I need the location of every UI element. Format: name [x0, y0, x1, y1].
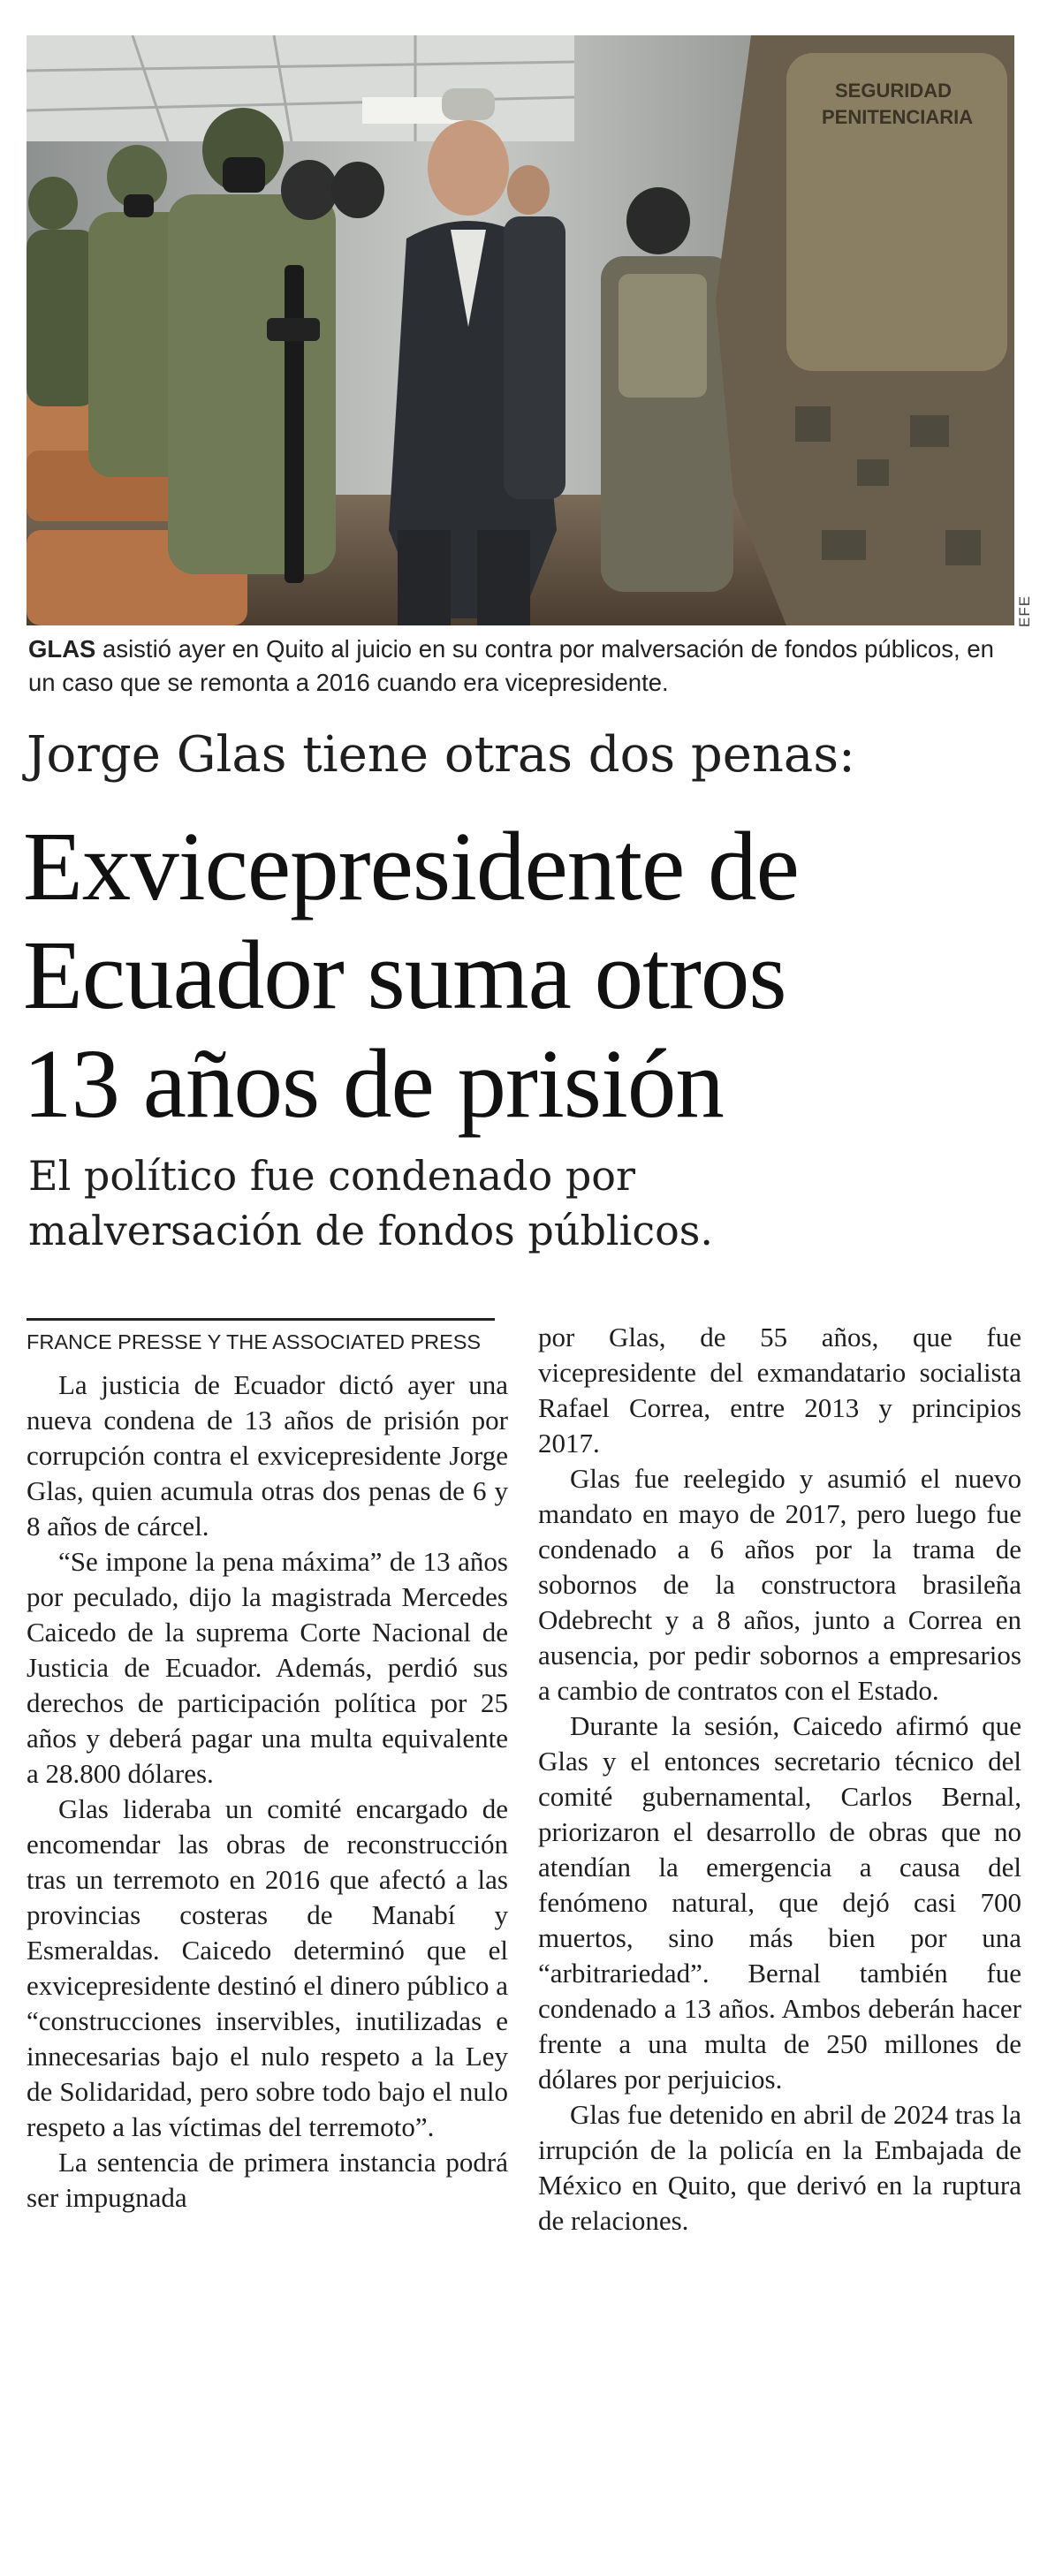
- deck-line: malversación de fondos públicos.: [28, 1207, 714, 1254]
- photo-credit: EFE: [1016, 595, 1033, 627]
- headline: [23, 813, 1039, 1139]
- vest-text-line1: SEGURIDAD: [835, 80, 953, 102]
- article-paragraph: La justicia de Ecuador dictó ayer una nueva condena de 13 años de prisión por corrupción contra el exvicepresidente Jorge Glas, quien acumula otras dos penas de 6 y 8 años de cárcel.: [27, 1369, 508, 1542]
- byline: FRANCE PRESSE Y THE ASSOCIATED PRESS: [27, 1330, 482, 1353]
- article-column-right: [538, 1320, 1021, 2239]
- article-paragraph: Durante la sesión, Caicedo afirmó que Glas y el entonces secretario técnico del comité gubernamental, Carlos Bernal, priorizaron el desarrollo de obras que no atendían la emergencia a causa del fenómeno natural, que dejó casi 700 muertos, sino más bien por una “arbitrariedad”. Bernal también fue condenado a 13 años. Ambos deberán hacer frente a una multa de 250 millones de dólares por perjuicios.: [538, 1710, 1021, 2095]
- photo-caption: [28, 633, 1018, 700]
- caption-text: asistió ayer en Quito al juicio en su contra por malversación de fondos públicos, en un caso que se remonta a 2016 cuando era vicepresidente.: [28, 635, 994, 696]
- news-photo: [27, 35, 1014, 625]
- kicker: Jorge Glas tiene otras dos penas:: [27, 726, 855, 784]
- article-column-left: [27, 1368, 508, 2216]
- headline-line: Exvicepresidente de: [23, 813, 799, 921]
- article-paragraph: “Se impone la pena máxima” de 13 años por peculado, dijo la magistrada Mercedes Caicedo de la suprema Corte Nacional de Justicia de Ecuador. Además, perdió sus derechos de participación política por 25 años y deberá pagar una multa equivalente a 28.800 dólares.: [27, 1546, 508, 1789]
- deck-line: El político fue condenado por: [28, 1152, 635, 1200]
- article-paragraph: Glas fue reelegido y asumió el nuevo mandato en mayo de 2017, pero luego fue condenado a 6 años por la trama de sobornos de la constructora brasileña Odebrecht y a 8 años, junto a Correa en ausencia, por pedir sobornos a empresarios a cambio de contratos con el Estado.: [538, 1463, 1021, 1706]
- vest-text-line2: PENITENCIARIA: [822, 106, 974, 128]
- headline-line: 13 años de prisión: [23, 1030, 724, 1139]
- deck: [28, 1148, 1018, 1258]
- article-paragraph: Glas lideraba un comité encargado de encomendar las obras de reconstrucción tras un terremoto en 2016 que afectó a las provincias costeras de Manabí y Esmeraldas. Caicedo determinó que el exvicepresidente destinó el dinero público a “construcciones inservibles, inutilizadas e innecesarias bajo el nulo respeto a la Ley de Solidaridad, pero sobre todo bajo el nulo respeto a las víctimas del terremoto”.: [27, 1793, 508, 2142]
- photo-illustration: [27, 35, 1014, 625]
- byline-rule: [27, 1318, 495, 1321]
- article-paragraph: Glas fue detenido en abril de 2024 tras la irrupción de la policía en la Embajada de México en Quito, que derivó en la ruptura de relaciones.: [538, 2099, 1021, 2236]
- article-paragraph: La sentencia de primera instancia podrá ser impugnada: [27, 2147, 508, 2213]
- headline-line: Ecuador suma otros: [23, 921, 786, 1030]
- caption-lead: GLAS: [28, 635, 96, 663]
- article-paragraph-continuation: por Glas, de 55 años, que fue vicepresidente del exmandatario socialista Rafael Correa, entre 2013 y principios 2017.: [538, 1322, 1021, 1458]
